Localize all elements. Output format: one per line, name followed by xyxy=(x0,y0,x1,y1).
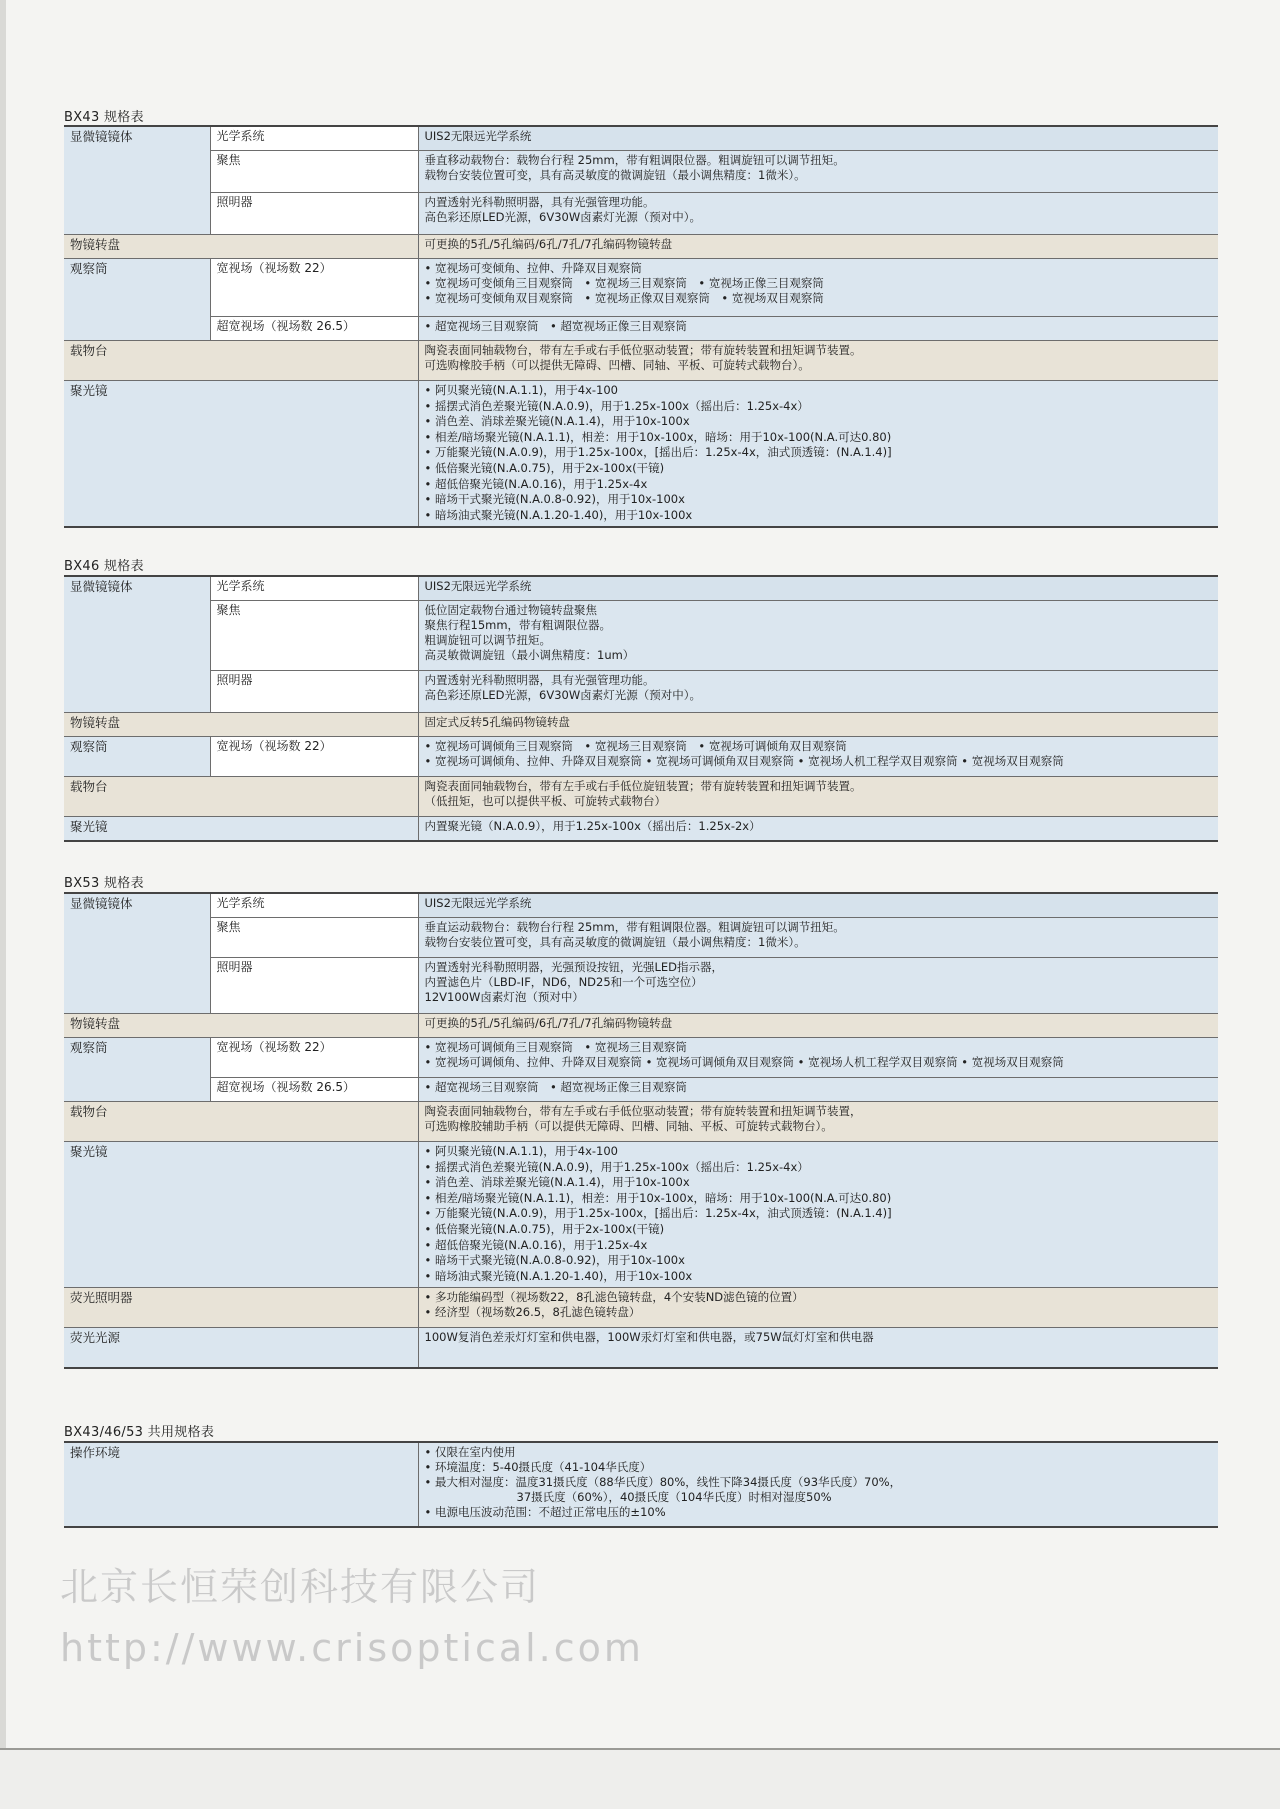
bx43-spec-table xyxy=(64,125,1218,528)
bx46-tube-label: 观察筒 xyxy=(64,737,210,777)
bx53-focus-value: 垂直运动载物台：载物台行程 25mm，带有粗调限位器。粗调旋钮可以调节扭矩。 载物台安装位置可变，具有高灵敏度的微调旋钮（最小调焦精度：1微米）。 xyxy=(418,918,1218,958)
bx43-optics-label: 光学系统 xyxy=(210,126,418,151)
bx46-illum-label: 照明器 xyxy=(210,671,418,713)
bx43-section-title: BX43 规格表 xyxy=(64,110,144,125)
bx53-section-title: BX53 规格表 xyxy=(64,876,144,891)
bx46-stage-label: 载物台 xyxy=(64,777,418,817)
table-row xyxy=(64,193,1218,235)
bx53-stage-label: 载物台 xyxy=(64,1102,418,1142)
bx53-wide-value: • 宽视场可调倾角三目观察筒 • 宽视场三目观察筒 • 宽视场可调倾角、拉伸、升降双目观察筒 • 宽视场可调倾角双目观察筒 • 宽视场人机工程学双目观察筒 • 宽视场双目观察筒 xyxy=(418,1038,1218,1078)
bx46-focus-value: 低位固定载物台通过物镜转盘聚焦 聚焦行程15mm，带有粗调限位器。 粗调旋钮可以调节扭矩。 高灵敏微调旋钮（最小调焦精度：1um） xyxy=(418,601,1218,671)
table-row xyxy=(64,381,1218,528)
table-row xyxy=(64,126,1218,151)
bx46-nosepiece-label: 物镜转盘 xyxy=(64,713,418,737)
table-row xyxy=(64,1038,1218,1078)
bx53-optics-value: UIS2无限远光学系统 xyxy=(418,893,1218,918)
bx46-spec-table xyxy=(64,575,1218,842)
bx43-tube-label: 观察筒 xyxy=(64,259,210,341)
bx43-wide-value: • 宽视场可变倾角、拉伸、升降双目观察筒 • 宽视场可变倾角三目观察筒 • 宽视场三目观察筒 • 宽视场正像三目观察筒 • 宽视场可变倾角双目观察筒 • 宽视场正像双目观察筒 • 宽视场双目观察筒 xyxy=(418,259,1218,317)
table-row xyxy=(64,341,1218,381)
bx46-wide-label: 宽视场（视场数 22） xyxy=(210,737,418,777)
bx46-wide-value: • 宽视场可调倾角三目观察筒 • 宽视场三目观察筒 • 宽视场可调倾角双目观察筒 • 宽视场可调倾角、拉伸、升降双目观察筒 • 宽视场可调倾角双目观察筒 • 宽视场人机工程学双目观察筒 • 宽视场双目观察筒 xyxy=(418,737,1218,777)
table-row xyxy=(64,1102,1218,1142)
table-row xyxy=(64,958,1218,1014)
bx43-illum-label: 照明器 xyxy=(210,193,418,235)
bx43-focus-label: 聚焦 xyxy=(210,151,418,193)
bx53-fluor-source-value: 100W复消色差汞灯灯室和供电器，100W汞灯灯室和供电器，或75W氙灯灯室和供电器 xyxy=(418,1328,1218,1369)
common-env-label: 操作环境 xyxy=(64,1442,418,1527)
scan-bottom-strip xyxy=(0,1750,1280,1809)
bx53-tube-label: 观察筒 xyxy=(64,1038,210,1102)
table-row xyxy=(64,235,1218,259)
bx53-fluor-illum-value: • 多功能编码型（视场数22，8孔滤色镜转盘，4个安装ND滤色镜的位置） • 经济型（视场数26.5，8孔滤色镜转盘） xyxy=(418,1288,1218,1328)
bx43-focus-value: 垂直移动载物台：载物台行程 25mm，带有粗调限位器。粗调旋钮可以调节扭矩。 载物台安装位置可变，具有高灵敏度的微调旋钮（最小调焦精度：1微米）。 xyxy=(418,151,1218,193)
bx43-illum-value: 内置透射光科勒照明器，具有光强管理功能。 高色彩还原LED光源，6V30W卤素灯光源（预对中）。 xyxy=(418,193,1218,235)
bx46-section-title: BX46 规格表 xyxy=(64,559,144,574)
bx43-wide-label: 宽视场（视场数 22） xyxy=(210,259,418,317)
bx53-condenser-value: • 阿贝聚光镜(N.A.1.1)，用于4x-100 • 摇摆式消色差聚光镜(N.A.0.9)，用于1.25x-100x（摇出后：1.25x-4x） • 消色差、消球差聚光镜(N.A.1.4)，用于10x-100x • 相差/暗场聚光镜(N.A.1.1)，相差：用于10x-100x，暗场：用于10x-100(N.A.可达0.80) • 万能聚光镜(N.A.0.9)，用于1.25x-100x，[摇出后：1.25x-4x，油式顶透镜：(N.A.1.4)] • 低倍聚光镜(N.A.0.75)，用于2x-100x(干镜) • 超低倍聚光镜(N.A.0.16)，用于1.25x-4x • 暗场干式聚光镜(N.A.0.8-0.92)，用于10x-100x • 暗场油式聚光镜(N.A.1.20-1.40)，用于10x-100x xyxy=(418,1142,1218,1288)
bx46-body-label: 显微镜镜体 xyxy=(64,576,210,713)
table-row xyxy=(64,918,1218,958)
table-row xyxy=(64,259,1218,317)
company-watermark: 北京长恒荣创科技有限公司 xyxy=(60,1565,541,1609)
table-row xyxy=(64,1014,1218,1038)
bx53-superwide-label: 超宽视场（视场数 26.5） xyxy=(210,1078,418,1102)
bx53-nosepiece-label: 物镜转盘 xyxy=(64,1014,418,1038)
bx43-condenser-value: • 阿贝聚光镜(N.A.1.1)，用于4x-100 • 摇摆式消色差聚光镜(N.A.0.9)，用于1.25x-100x（摇出后：1.25x-4x） • 消色差、消球差聚光镜(N.A.1.4)，用于10x-100x • 相差/暗场聚光镜(N.A.1.1)，相差：用于10x-100x，暗场：用于10x-100(N.A.可达0.80) • 万能聚光镜(N.A.0.9)，用于1.25x-100x，[摇出后：1.25x-4x，油式顶透镜：(N.A.1.4)] • 低倍聚光镜(N.A.0.75)，用于2x-100x(干镜) • 超低倍聚光镜(N.A.0.16)，用于1.25x-4x • 暗场干式聚光镜(N.A.0.8-0.92)，用于10x-100x • 暗场油式聚光镜(N.A.1.20-1.40)，用于10x-100x xyxy=(418,381,1218,528)
bx46-condenser-value: 内置聚光镜（N.A.0.9），用于1.25x-100x（摇出后：1.25x-2x） xyxy=(418,817,1218,842)
bx46-condenser-label: 聚光镜 xyxy=(64,817,418,842)
table-row xyxy=(64,601,1218,671)
bx53-optics-label: 光学系统 xyxy=(210,893,418,918)
bx53-illum-label: 照明器 xyxy=(210,958,418,1014)
table-row xyxy=(64,713,1218,737)
bx43-condenser-label: 聚光镜 xyxy=(64,381,418,528)
bx46-focus-label: 聚焦 xyxy=(210,601,418,671)
table-row xyxy=(64,1288,1218,1328)
table-row xyxy=(64,1078,1218,1102)
bx46-stage-value: 陶瓷表面同轴载物台，带有左手或右手低位旋钮装置；带有旋转装置和扭矩调节装置。 （低扭矩，也可以提供平板、可旋转式载物台） xyxy=(418,777,1218,817)
bx43-superwide-value: • 超宽视场三目观察筒 • 超宽视场正像三目观察筒 xyxy=(418,317,1218,341)
table-row xyxy=(64,1142,1218,1288)
common-section-title: BX43/46/53 共用规格表 xyxy=(64,1425,215,1440)
bx53-nosepiece-value: 可更换的5孔/5孔编码/6孔/7孔/7孔编码物镜转盘 xyxy=(418,1014,1218,1038)
table-row xyxy=(64,777,1218,817)
bx46-illum-value: 内置透射光科勒照明器，具有光强管理功能。 高色彩还原LED光源，6V30W卤素灯光源（预对中）。 xyxy=(418,671,1218,713)
bx43-body-label: 显微镜镜体 xyxy=(64,126,210,235)
bx53-spec-table xyxy=(64,892,1218,1369)
scan-edge-left xyxy=(0,0,6,1809)
bx53-wide-label: 宽视场（视场数 22） xyxy=(210,1038,418,1078)
table-row xyxy=(64,893,1218,918)
table-row xyxy=(64,317,1218,341)
table-row xyxy=(64,1442,1218,1527)
table-row xyxy=(64,817,1218,842)
bx53-illum-value: 内置透射光科勒照明器，光强预设按钮，光强LED指示器， 内置滤色片（LBD-IF，ND6，ND25和一个可选空位） 12V100W卤素灯泡（预对中） xyxy=(418,958,1218,1014)
bx53-fluor-illum-label: 荧光照明器 xyxy=(64,1288,418,1328)
bx43-stage-value: 陶瓷表面同轴载物台，带有左手或右手低位驱动装置；带有旋转装置和扭矩调节装置。 可选购橡胶手柄（可以提供无障碍、凹槽、同轴、平板、可旋转式载物台）。 xyxy=(418,341,1218,381)
common-env-value: • 仅限在室内使用 • 环境温度：5-40摄氏度（41-104华氏度） • 最大相对湿度：温度31摄氏度（88华氏度）80%，线性下降34摄氏度（93华氏度）70%， 37摄氏度（60%），40摄氏度（104华氏度）时相对湿度50% • 电源电压波动范围：不超过正常电压的±10% xyxy=(418,1442,1218,1527)
bx53-focus-label: 聚焦 xyxy=(210,918,418,958)
bx43-superwide-label: 超宽视场（视场数 26.5） xyxy=(210,317,418,341)
bx53-fluor-source-label: 荧光光源 xyxy=(64,1328,418,1369)
table-row xyxy=(64,737,1218,777)
table-row xyxy=(64,1328,1218,1369)
bx43-nosepiece-value: 可更换的5孔/5孔编码/6孔/7孔/7孔编码物镜转盘 xyxy=(418,235,1218,259)
bx46-nosepiece-value: 固定式反转5孔编码物镜转盘 xyxy=(418,713,1218,737)
bx53-body-label: 显微镜镜体 xyxy=(64,893,210,1014)
bx43-nosepiece-label: 物镜转盘 xyxy=(64,235,418,259)
url-watermark: http://www.crisoptical.com xyxy=(60,1626,644,1670)
bx53-condenser-label: 聚光镜 xyxy=(64,1142,418,1288)
bx43-stage-label: 载物台 xyxy=(64,341,418,381)
bx53-superwide-value: • 超宽视场三目观察筒 • 超宽视场正像三目观察筒 xyxy=(418,1078,1218,1102)
table-row xyxy=(64,151,1218,193)
common-spec-table xyxy=(64,1441,1218,1528)
table-row xyxy=(64,671,1218,713)
table-row xyxy=(64,576,1218,601)
bx53-stage-value: 陶瓷表面同轴载物台，带有左手或右手低位驱动装置；带有旋转装置和扭矩调节装置， 可选购橡胶辅助手柄（可以提供无障碍、凹槽、同轴、平板、可旋转式载物台）。 xyxy=(418,1102,1218,1142)
bx43-optics-value: UIS2无限远光学系统 xyxy=(418,126,1218,151)
bx46-optics-value: UIS2无限远光学系统 xyxy=(418,576,1218,601)
bx46-optics-label: 光学系统 xyxy=(210,576,418,601)
